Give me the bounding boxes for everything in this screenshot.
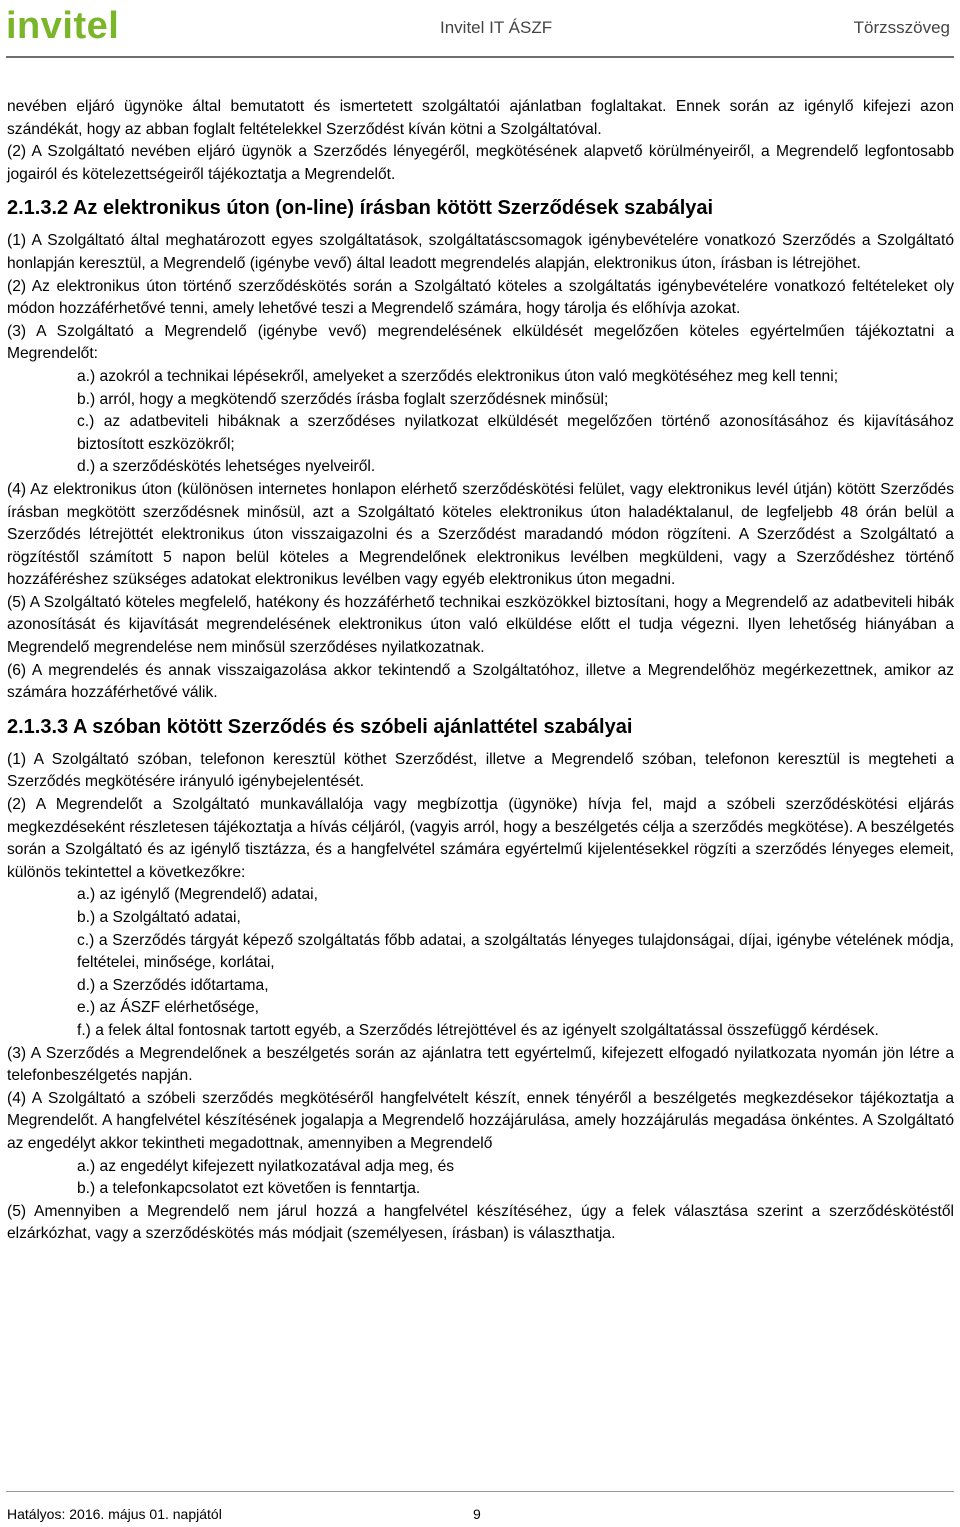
paragraph: (2) A Szolgáltató nevében eljáró ügynök a Szerződés lényegéről, megkötésének alapvető körülményeiről, a Megrendelő legfontosabb jogairól és kötelezettségeiről tájékoztatja a Megrendelőt.: [7, 143, 954, 183]
invitel-logo: invitel: [6, 5, 120, 47]
document-title: Invitel IT ÁSZF: [440, 18, 553, 37]
paragraph: (1) A Szolgáltató szóban, telefonon keresztül köthet Szerződést, illetve a Megrendelő szóban, telefonon keresztül is megteheti a Szerződés megkötésére irányuló igénybejelentését.: [7, 750, 954, 791]
paragraph: (4) Az elektronikus úton (különösen internetes honlapon elérhető szerződéskötési felület, vagy elektronikus levél útján) kötött Szerződés írásban megkötött szerződésnek minősül, azt a Szolgáltató köteles elektronikus úton haladéktalanul, de legfeljebb 48 órán belül a Szerződés létrejöttét elektronikus úton visszaigazolni és a Szerződést maradandó módon rögzíteni. A Szerződést a Szolgáltató a rögzítéstől számított 5 napon belül köteles a Megrendelőnek elektronikus levélben megküldeni, vagy a Szerződéshez történő hozzáféréshez szükséges adatokat elektronikus levélben vagy egyéb elektronikus úton megadni.: [7, 480, 954, 589]
list-item: d.) a szerződéskötés lehetséges nyelveiről.: [77, 458, 376, 476]
paragraph: (5) Amennyiben a Megrendelő nem járul hozzá a hangfelvétel készítéséhez, úgy a felek választása szerint a szerződéskötéstől elzárkózhat, vagy a szerződéskötés más módjait (személyesen, írásban) is választhatja.: [7, 1202, 954, 1243]
page-number: 9: [473, 1506, 481, 1522]
paragraph: (2) A Megrendelőt a Szolgáltató munkavállalója vagy megbízottja (ügynöke) hívja fel, majd a szóbeli szerződéskötési eljárás megkezdéseként részletesen tájékoztatja a hívás céljáról, (vagyis arról, hogy a beszélgetés célja a szerződés megkötése). A beszélgetés során a Szolgáltató és az igénylő tisztázza, és a hangfelvétel számára egyértelmű kijelentésekkel rögzíti a szerződés lényeges elemeit, különös tekintettel a következőkre:: [7, 796, 954, 881]
header-divider: [6, 56, 954, 58]
paragraph: (6) A megrendelés és annak visszaigazolása akkor tekintendő a Szolgáltatóhoz, illetve a Megrendelőhöz megérkezettnek, amikor az számára hozzáférhetővé válik.: [7, 661, 954, 702]
list-item: d.) a Szerződés időtartama,: [77, 976, 269, 994]
list-item: c.) az adatbeviteli hibáknak a szerződéses nyilatkozat elküldését megelőzően történő azonosításához és kijavításához biztosított eszközökről;: [77, 413, 954, 453]
list-item: e.) az ÁSZF elérhetősége,: [77, 999, 260, 1017]
effective-date: Hatályos: 2016. május 01. napjától: [7, 1506, 222, 1522]
document-body: [7, 96, 954, 1246]
paragraph: (2) Az elektronikus úton történő szerződéskötés során a Szolgáltató köteles a szolgáltatás igénybevételére vonatkozó feltételeket oly módon hozzáférhetővé tenni, amely lehetővé teszi a Megrendelő számára, hogy tárolja és előhívja azokat.: [7, 277, 954, 318]
list-item: b.) arról, hogy a megkötendő szerződés írásba foglalt szerződésnek minősül;: [77, 390, 609, 408]
page-header: [0, 0, 960, 58]
paragraph: nevében eljáró ügynöke által bemutatott és ismertetett szolgáltatói ajánlatban foglaltakat. Ennek során az igénylő kifejezi azon szándékát, hogy az abban foglalt feltételekkel Szerződést kíván kötni a Szolgáltatóval.: [7, 98, 954, 138]
list-item: a.) az igénylő (Megrendelő) adatai,: [77, 886, 318, 904]
section-heading: 2.1.3.2 Az elektronikus úton (on-line) írásban kötött Szerződések szabályai: [7, 197, 714, 220]
paragraph: (3) A Szolgáltató a Megrendelő (igénybe vevő) megrendelésének elküldését megelőzően köteles egyértelműen tájékoztatni a Megrendelőt:: [7, 322, 954, 363]
paragraph: (5) A Szolgáltató köteles megfelelő, hatékony és hozzáférhető technikai eszközökkel biztosítani, hogy a Megrendelő az adatbeviteli hibák azonosítását és kijavítását megrendelésének elektronikus úton való elküldése előtt el tudja végezni. Ilyen lehetőség hiányában a Megrendelő megrendelése nem minősül szerződéses nyilatkozatnak.: [7, 593, 954, 657]
list-item: b.) a Szolgáltató adatai,: [77, 909, 241, 926]
paragraph: (1) A Szolgáltató által meghatározott egyes szolgáltatások, szolgáltatáscsomagok igénybevételére vonatkozó Szerződés a Szolgáltató honlapján keresztül, a Megrendelő (igénybe vevő) által leadott megrendelés alapján, elektronikus úton, írásban is létrejöhet.: [7, 232, 954, 272]
paragraph: (3) A Szerződés a Megrendelőnek a beszélgetés során az ajánlatra tett egyértelmű, kifejezett elfogadó nyilatkozata nyomán jön létre a telefonbeszélgetés napján.: [7, 1044, 954, 1085]
section-heading: 2.1.3.3 A szóban kötött Szerződés és szóbeli ajánlattétel szabályai: [7, 715, 633, 738]
list-item: f.) a felek által fontosnak tartott egyéb, a Szerződés létrejöttével és az igényelt szolgáltatással összefüggő kérdések.: [77, 1021, 879, 1039]
list-item: a.) azokról a technikai lépésekről, amelyeket a szerződés elektronikus úton való megkötéséhez meg kell tenni;: [77, 367, 839, 385]
list-item: c.) a Szerződés tárgyát képező szolgáltatás főbb adatai, a szolgáltatás lényeges tulajdonságai, díjai, igénybe vételének módja, feltételei, minősége, korlátai,: [77, 931, 954, 972]
list-item: a.) az engedélyt kifejezett nyilatkozatával adja meg, és: [77, 1157, 455, 1175]
footer-divider: [6, 1491, 954, 1492]
paragraph: (4) A Szolgáltató a szóbeli szerződés megkötéséről hangfelvételt készít, ennek tényéről a beszélgetés megkezdésekor tájékoztatja a Megrendelőt. A hangfelvétel készítésének jogalapja a Megrendelő hozzájárulása, amely hozzájárulás megadása önkéntes. A Szolgáltató az engedélyt akkor tekintheti megadottnak, amennyiben a Megrendelő: [7, 1089, 954, 1152]
section-label: Törzsszöveg: [853, 18, 950, 37]
list-item: b.) a telefonkapcsolatot ezt követően is fenntartja.: [77, 1180, 421, 1198]
